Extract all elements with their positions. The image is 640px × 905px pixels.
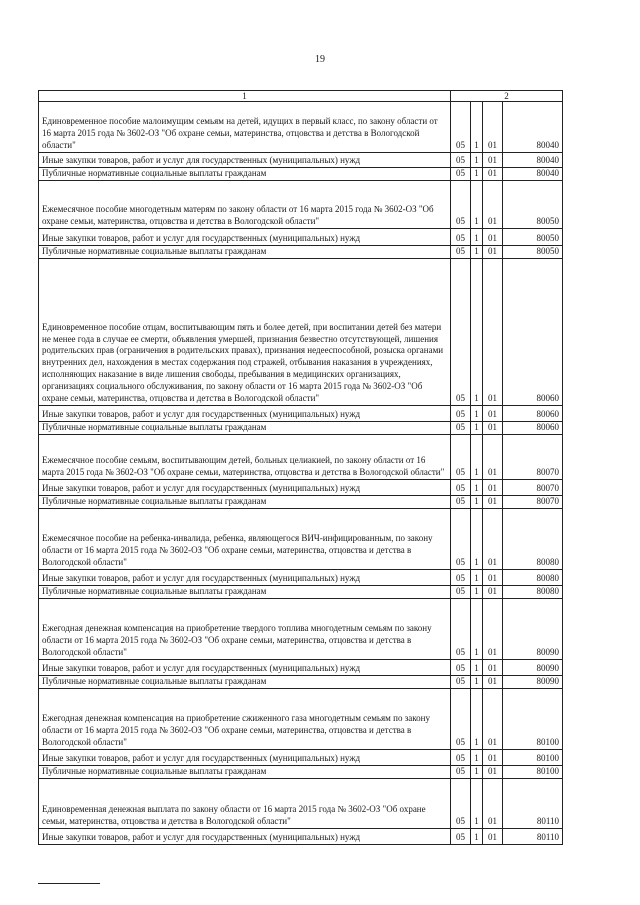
section-code-cell: 05 [451,479,471,495]
expense-code-cell: 80090 [503,659,563,675]
table-row [39,598,563,659]
subsection-code-cell: 1 [471,102,483,153]
section-code-cell: 05 [451,765,471,778]
expense-code-cell: 80050 [503,228,563,245]
table-row [39,659,563,675]
expense-code-cell: 80040 [503,168,563,181]
section-code-cell: 05 [451,405,471,421]
table-row [39,508,563,569]
target-code-cell: 01 [483,405,503,421]
expense-code-cell: 80100 [503,765,563,778]
row-name-cell: Публичные нормативные социальные выплаты гражданам [39,585,451,598]
table-row [39,434,563,479]
subsection-code-cell: 1 [471,479,483,495]
target-code-cell: 01 [483,659,503,675]
subsection-code-cell: 1 [471,508,483,569]
section-code-cell: 05 [451,508,471,569]
table-row [39,180,563,228]
table-body [39,102,563,845]
expense-code-cell: 80040 [503,153,563,168]
expense-code-cell: 80110 [503,828,563,844]
target-code-cell: 01 [483,688,503,749]
section-code-cell: 05 [451,180,471,228]
table-row [39,495,563,508]
subsection-code-cell: 1 [471,659,483,675]
table-row [39,569,563,585]
row-name-cell: Ежегодная денежная компенсация на приобретение твердого топлива многодетным семьям по закону области от 16 марта 2015 года № 3602-ОЗ "Об охране семьи, материнства, отцовства и детства в Вологодской области" [39,598,451,659]
section-code-cell: 05 [451,688,471,749]
subsection-code-cell: 1 [471,434,483,479]
row-name-cell: Единовременная денежная выплата по закону области от 16 марта 2015 года № 3602-ОЗ "Об охране семьи, материнства, отцовства и детства в Вологодской области" [39,778,451,828]
section-code-cell: 05 [451,749,471,765]
table-row [39,479,563,495]
target-code-cell: 01 [483,569,503,585]
subsection-code-cell: 1 [471,495,483,508]
row-name-cell: Иные закупки товаров, работ и услуг для государственных (муниципальных) нужд [39,749,451,765]
table-row [39,675,563,688]
expense-code-cell: 80050 [503,245,563,258]
table-row [39,405,563,421]
target-code-cell: 01 [483,495,503,508]
table-header-row [39,91,563,102]
expense-code-cell: 80060 [503,421,563,434]
target-code-cell: 01 [483,421,503,434]
section-code-cell: 05 [451,153,471,168]
expense-code-cell: 80070 [503,495,563,508]
row-name-cell: Единовременное пособие отцам, воспитывающим пять и более детей, при воспитании детей без матери не менее года в случае ее смерти, объявления умершей, признания безвестно отсутствующей, лишения родительских прав (ограничения в родительских правах), признания недееспособной, розыска органами внутренних дел, нахождения в местах содержания под стражей, отбывания наказания в учреждениях, исполняющих наказание в виде лишения свободы, пребывания в медицинских организациях, организациях социального обслуживания, по закону области от 16 марта 2015 года № 3602-ОЗ "Об охране семьи, материнства, отцовства и детства в Вологодской области" [39,258,451,405]
row-name-cell: Ежемесячное пособие на ребенка-инвалида, ребенка, являющегося ВИЧ-инфицированным, по закону области от 16 марта 2015 года № 3602-ОЗ "Об охране семьи, материнства, отцовства и детства в Вологодской области" [39,508,451,569]
row-name-cell: Иные закупки товаров, работ и услуг для государственных (муниципальных) нужд [39,569,451,585]
row-name-cell: Иные закупки товаров, работ и услуг для государственных (муниципальных) нужд [39,405,451,421]
subsection-code-cell: 1 [471,675,483,688]
row-name-cell: Единовременное пособие малоимущим семьям на детей, идущих в первый класс, по закону области от 16 марта 2015 года № 3602-ОЗ "Об охране семьи, материнства, отцовства и детства в Вологодской области" [39,102,451,153]
target-code-cell: 01 [483,180,503,228]
subsection-code-cell: 1 [471,749,483,765]
section-code-cell: 05 [451,258,471,405]
row-name-cell: Ежегодная денежная компенсация на приобретение сжиженного газа многодетным семьям по закону области от 16 марта 2015 года № 3602-ОЗ "Об охране семьи, материнства, отцовства и детства в Вологодской области" [39,688,451,749]
table-row [39,749,563,765]
expense-code-cell: 80080 [503,585,563,598]
target-code-cell: 01 [483,778,503,828]
section-code-cell: 05 [451,585,471,598]
subsection-code-cell: 1 [471,828,483,844]
subsection-code-cell: 1 [471,405,483,421]
section-code-cell: 05 [451,421,471,434]
target-code-cell: 01 [483,153,503,168]
target-code-cell: 01 [483,479,503,495]
table-row [39,245,563,258]
row-name-cell: Иные закупки товаров, работ и услуг для государственных (муниципальных) нужд [39,153,451,168]
target-code-cell: 01 [483,168,503,181]
section-code-cell: 05 [451,778,471,828]
row-name-cell: Публичные нормативные социальные выплаты гражданам [39,421,451,434]
expense-code-cell: 80100 [503,688,563,749]
section-code-cell: 05 [451,168,471,181]
subsection-code-cell: 1 [471,228,483,245]
expense-code-cell: 80100 [503,749,563,765]
target-code-cell: 01 [483,102,503,153]
expense-code-cell: 80060 [503,258,563,405]
table-row [39,228,563,245]
target-code-cell: 01 [483,245,503,258]
section-code-cell: 05 [451,102,471,153]
target-code-cell: 01 [483,228,503,245]
expense-code-cell: 80080 [503,569,563,585]
subsection-code-cell: 1 [471,569,483,585]
target-code-cell: 01 [483,749,503,765]
subsection-code-cell: 1 [471,585,483,598]
subsection-code-cell: 1 [471,153,483,168]
row-name-cell: Публичные нормативные социальные выплаты гражданам [39,675,451,688]
row-name-cell: Иные закупки товаров, работ и услуг для государственных (муниципальных) нужд [39,828,451,844]
subsection-code-cell: 1 [471,245,483,258]
expense-code-cell: 80110 [503,778,563,828]
target-code-cell: 01 [483,434,503,479]
row-name-cell: Иные закупки товаров, работ и услуг для государственных (муниципальных) нужд [39,659,451,675]
subsection-code-cell: 1 [471,180,483,228]
page-number: 19 [315,54,325,65]
subsection-code-cell: 1 [471,688,483,749]
target-code-cell: 01 [483,598,503,659]
row-name-cell: Публичные нормативные социальные выплаты гражданам [39,765,451,778]
target-code-cell: 01 [483,828,503,844]
section-code-cell: 05 [451,659,471,675]
expense-code-cell: 80040 [503,102,563,153]
table-row [39,688,563,749]
table-row [39,778,563,828]
row-name-cell: Ежемесячное пособие многодетным матерям по закону области от 16 марта 2015 года № 3602-ОЗ "Об охране семьи, материнства, отцовства и детства в Вологодской области" [39,180,451,228]
table-row [39,102,563,153]
target-code-cell: 01 [483,585,503,598]
section-code-cell: 05 [451,434,471,479]
column-header-name: 1 [39,91,451,102]
expense-code-cell: 80090 [503,598,563,659]
subsection-code-cell: 1 [471,168,483,181]
subsection-code-cell: 1 [471,421,483,434]
row-name-cell: Публичные нормативные социальные выплаты гражданам [39,168,451,181]
section-code-cell: 05 [451,245,471,258]
section-code-cell: 05 [451,598,471,659]
table-row [39,153,563,168]
subsection-code-cell: 1 [471,765,483,778]
row-name-cell: Ежемесячное пособие семьям, воспитывающим детей, больных целиакией, по закону области от 16 марта 2015 года № 3602-ОЗ "Об охране семьи, материнства, отцовства и детства в Вологодской области" [39,434,451,479]
row-name-cell: Публичные нормативные социальные выплаты гражданам [39,495,451,508]
target-code-cell: 01 [483,675,503,688]
footnote-separator [38,883,100,884]
target-code-cell: 01 [483,765,503,778]
expense-code-cell: 80060 [503,405,563,421]
section-code-cell: 05 [451,828,471,844]
expense-code-cell: 80050 [503,180,563,228]
subsection-code-cell: 1 [471,258,483,405]
table-row [39,765,563,778]
table-row [39,828,563,844]
row-name-cell: Иные закупки товаров, работ и услуг для государственных (муниципальных) нужд [39,228,451,245]
table-row [39,168,563,181]
budget-classification-table [38,90,563,845]
section-code-cell: 05 [451,569,471,585]
row-name-cell: Иные закупки товаров, работ и услуг для государственных (муниципальных) нужд [39,479,451,495]
target-code-cell: 01 [483,508,503,569]
section-code-cell: 05 [451,675,471,688]
target-code-cell: 01 [483,258,503,405]
row-name-cell: Публичные нормативные социальные выплаты гражданам [39,245,451,258]
subsection-code-cell: 1 [471,778,483,828]
column-header-code: 2 [451,91,563,102]
table-row [39,585,563,598]
expense-code-cell: 80080 [503,508,563,569]
expense-code-cell: 80070 [503,479,563,495]
table-row [39,258,563,405]
section-code-cell: 05 [451,495,471,508]
table-row [39,421,563,434]
subsection-code-cell: 1 [471,598,483,659]
section-code-cell: 05 [451,228,471,245]
expense-code-cell: 80070 [503,434,563,479]
expense-code-cell: 80090 [503,675,563,688]
